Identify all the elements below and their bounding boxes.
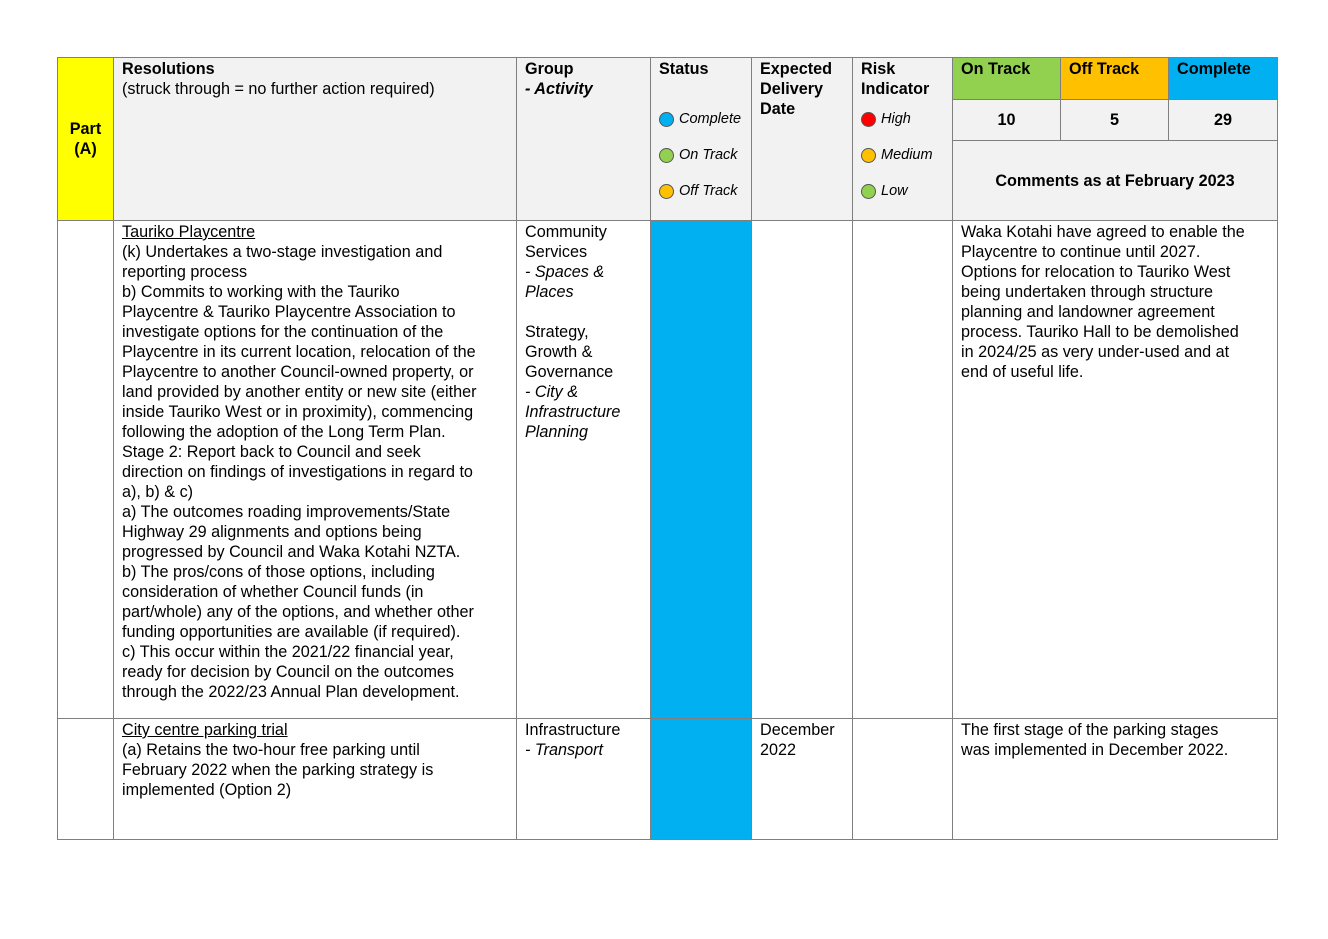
risk-title: Risk Indicator — [861, 60, 930, 98]
resolution-line: Highway 29 alignments and options being — [122, 523, 422, 541]
resolution-line: c) This occur within the 2021/22 financial year, — [122, 643, 454, 661]
on-track-count: 10 — [953, 100, 1061, 141]
resolutions-subtitle: (struck through = no further action required) — [122, 80, 435, 98]
legend-label: Complete — [679, 111, 742, 127]
resolution-line: consideration of whether Council funds (in — [122, 583, 424, 601]
risk-cell — [853, 221, 953, 719]
resolution-cell — [114, 719, 517, 840]
legend-item — [861, 182, 944, 200]
comment-line: process. Tauriko Hall to be demolished — [961, 323, 1239, 341]
resolution-line: Playcentre & Tauriko Playcentre Association to — [122, 303, 456, 321]
group-name: Infrastructure — [525, 721, 621, 739]
resolution-line: part/whole) any of the options, and whether other — [122, 603, 474, 621]
resolution-title: City centre parking trial — [122, 721, 288, 739]
risk-legend — [861, 110, 944, 200]
resolution-line: b) Commits to working with the Tauriko — [122, 283, 400, 301]
delivery-cell — [752, 221, 853, 719]
part-label: Part (A) — [58, 58, 114, 221]
comment-line: planning and landowner agreement — [961, 303, 1215, 321]
delivery-date: December — [760, 721, 835, 739]
resolutions-table — [57, 57, 1278, 840]
group-name: Growth & — [525, 343, 593, 361]
legend-label: Low — [881, 183, 908, 199]
legend-item — [861, 110, 944, 128]
legend-item — [659, 110, 743, 128]
off-track-count: 5 — [1061, 100, 1169, 141]
status-dot-icon — [861, 148, 876, 163]
delivery-cell — [752, 719, 853, 840]
resolution-title: Tauriko Playcentre — [122, 223, 256, 241]
off-track-label: Off Track — [1061, 58, 1169, 100]
resolution-line: reporting process — [122, 263, 248, 281]
legend-item — [861, 146, 944, 164]
resolutions-title: Resolutions — [122, 60, 215, 78]
resolution-text — [122, 242, 508, 702]
activity-name: Infrastructure — [525, 403, 621, 421]
resolution-line: Playcentre to another Council-owned property, or — [122, 363, 474, 381]
resolution-line: (a) Retains the two-hour free parking until — [122, 741, 420, 759]
on-track-label: On Track — [953, 58, 1061, 100]
status-dot-icon — [861, 184, 876, 199]
status-header — [651, 58, 752, 221]
legend-label: On Track — [679, 147, 738, 163]
group-subtitle: - Activity — [525, 80, 593, 98]
resolution-line: ready for decision by Council on the outcomes — [122, 663, 455, 681]
resolution-line: a) The outcomes roading improvements/State — [122, 503, 451, 521]
status-cell — [651, 719, 752, 840]
risk-cell — [853, 719, 953, 840]
resolutions-header — [114, 58, 517, 221]
comments-title: Comments as at February 2023 — [953, 141, 1278, 221]
status-legend — [659, 110, 743, 200]
resolution-line: through the 2022/23 Annual Plan development. — [122, 683, 460, 701]
part-cell — [58, 221, 114, 719]
resolution-line: a), b) & c) — [122, 483, 194, 501]
resolution-line: investigate options for the continuation of the — [122, 323, 444, 341]
resolution-line: Playcentre in its current location, relocation of the — [122, 343, 476, 361]
legend-label: Medium — [881, 147, 933, 163]
group-cell — [517, 221, 651, 719]
resolution-line: (k) Undertakes a two-stage investigation and — [122, 243, 443, 261]
status-cell — [651, 221, 752, 719]
group-name: Community — [525, 223, 607, 241]
resolution-line: direction on findings of investigations in regard to — [122, 463, 473, 481]
group-cell — [517, 719, 651, 840]
resolution-text — [122, 740, 508, 800]
resolution-line: funding opportunities are available (if required). — [122, 623, 461, 641]
resolution-line: progressed by Council and Waka Kotahi NZTA. — [122, 543, 461, 561]
comment-line: Playcentre to continue until 2027. — [961, 243, 1201, 261]
part-cell — [58, 719, 114, 840]
activity-name: Places — [525, 283, 574, 301]
activity-name: Planning — [525, 423, 589, 441]
table-row — [58, 221, 1278, 719]
resolution-line: Stage 2: Report back to Council and seek — [122, 443, 421, 461]
group-header — [517, 58, 651, 221]
complete-count: 29 — [1169, 100, 1278, 141]
resolution-line: implemented (Option 2) — [122, 781, 292, 799]
table-row — [58, 719, 1278, 840]
comment-line: end of useful life. — [961, 363, 1084, 381]
legend-label: Off Track — [679, 183, 738, 199]
resolution-line: b) The pros/cons of those options, including — [122, 563, 435, 581]
group-name: Strategy, — [525, 323, 589, 341]
resolution-line: land provided by another entity or new site (either — [122, 383, 477, 401]
resolution-line: following the adoption of the Long Term Plan. — [122, 423, 446, 441]
status-title: Status — [659, 60, 709, 78]
risk-header — [853, 58, 953, 221]
legend-label: High — [881, 111, 911, 127]
activity-name: - Spaces & — [525, 263, 605, 281]
status-dot-icon — [659, 148, 674, 163]
group-name: Governance — [525, 363, 614, 381]
comment-line: was implemented in December 2022. — [961, 741, 1229, 759]
resolution-cell — [114, 221, 517, 719]
status-dot-icon — [659, 112, 674, 127]
activity-name: - Transport — [525, 741, 603, 759]
legend-item — [659, 146, 743, 164]
group-name: Services — [525, 243, 588, 261]
comment-line: in 2024/25 as very under-used and at — [961, 343, 1230, 361]
complete-label: Complete — [1169, 58, 1278, 100]
comment-line: being undertaken through structure — [961, 283, 1213, 301]
resolution-line: inside Tauriko West or in proximity), commencing — [122, 403, 474, 421]
status-dot-icon — [861, 112, 876, 127]
resolution-line: February 2022 when the parking strategy is — [122, 761, 434, 779]
activity-name: - City & — [525, 383, 579, 401]
comment-line: Waka Kotahi have agreed to enable the — [961, 223, 1245, 241]
delivery-header — [752, 58, 853, 221]
delivery-date: 2022 — [760, 741, 797, 759]
comments-cell — [953, 221, 1278, 719]
legend-item — [659, 182, 743, 200]
group-title: Group — [525, 60, 574, 78]
comment-line: Options for relocation to Tauriko West — [961, 263, 1231, 281]
comments-cell — [953, 719, 1278, 840]
status-dot-icon — [659, 184, 674, 199]
delivery-title: Expected Delivery Date — [760, 60, 832, 118]
comment-line: The first stage of the parking stages — [961, 721, 1219, 739]
